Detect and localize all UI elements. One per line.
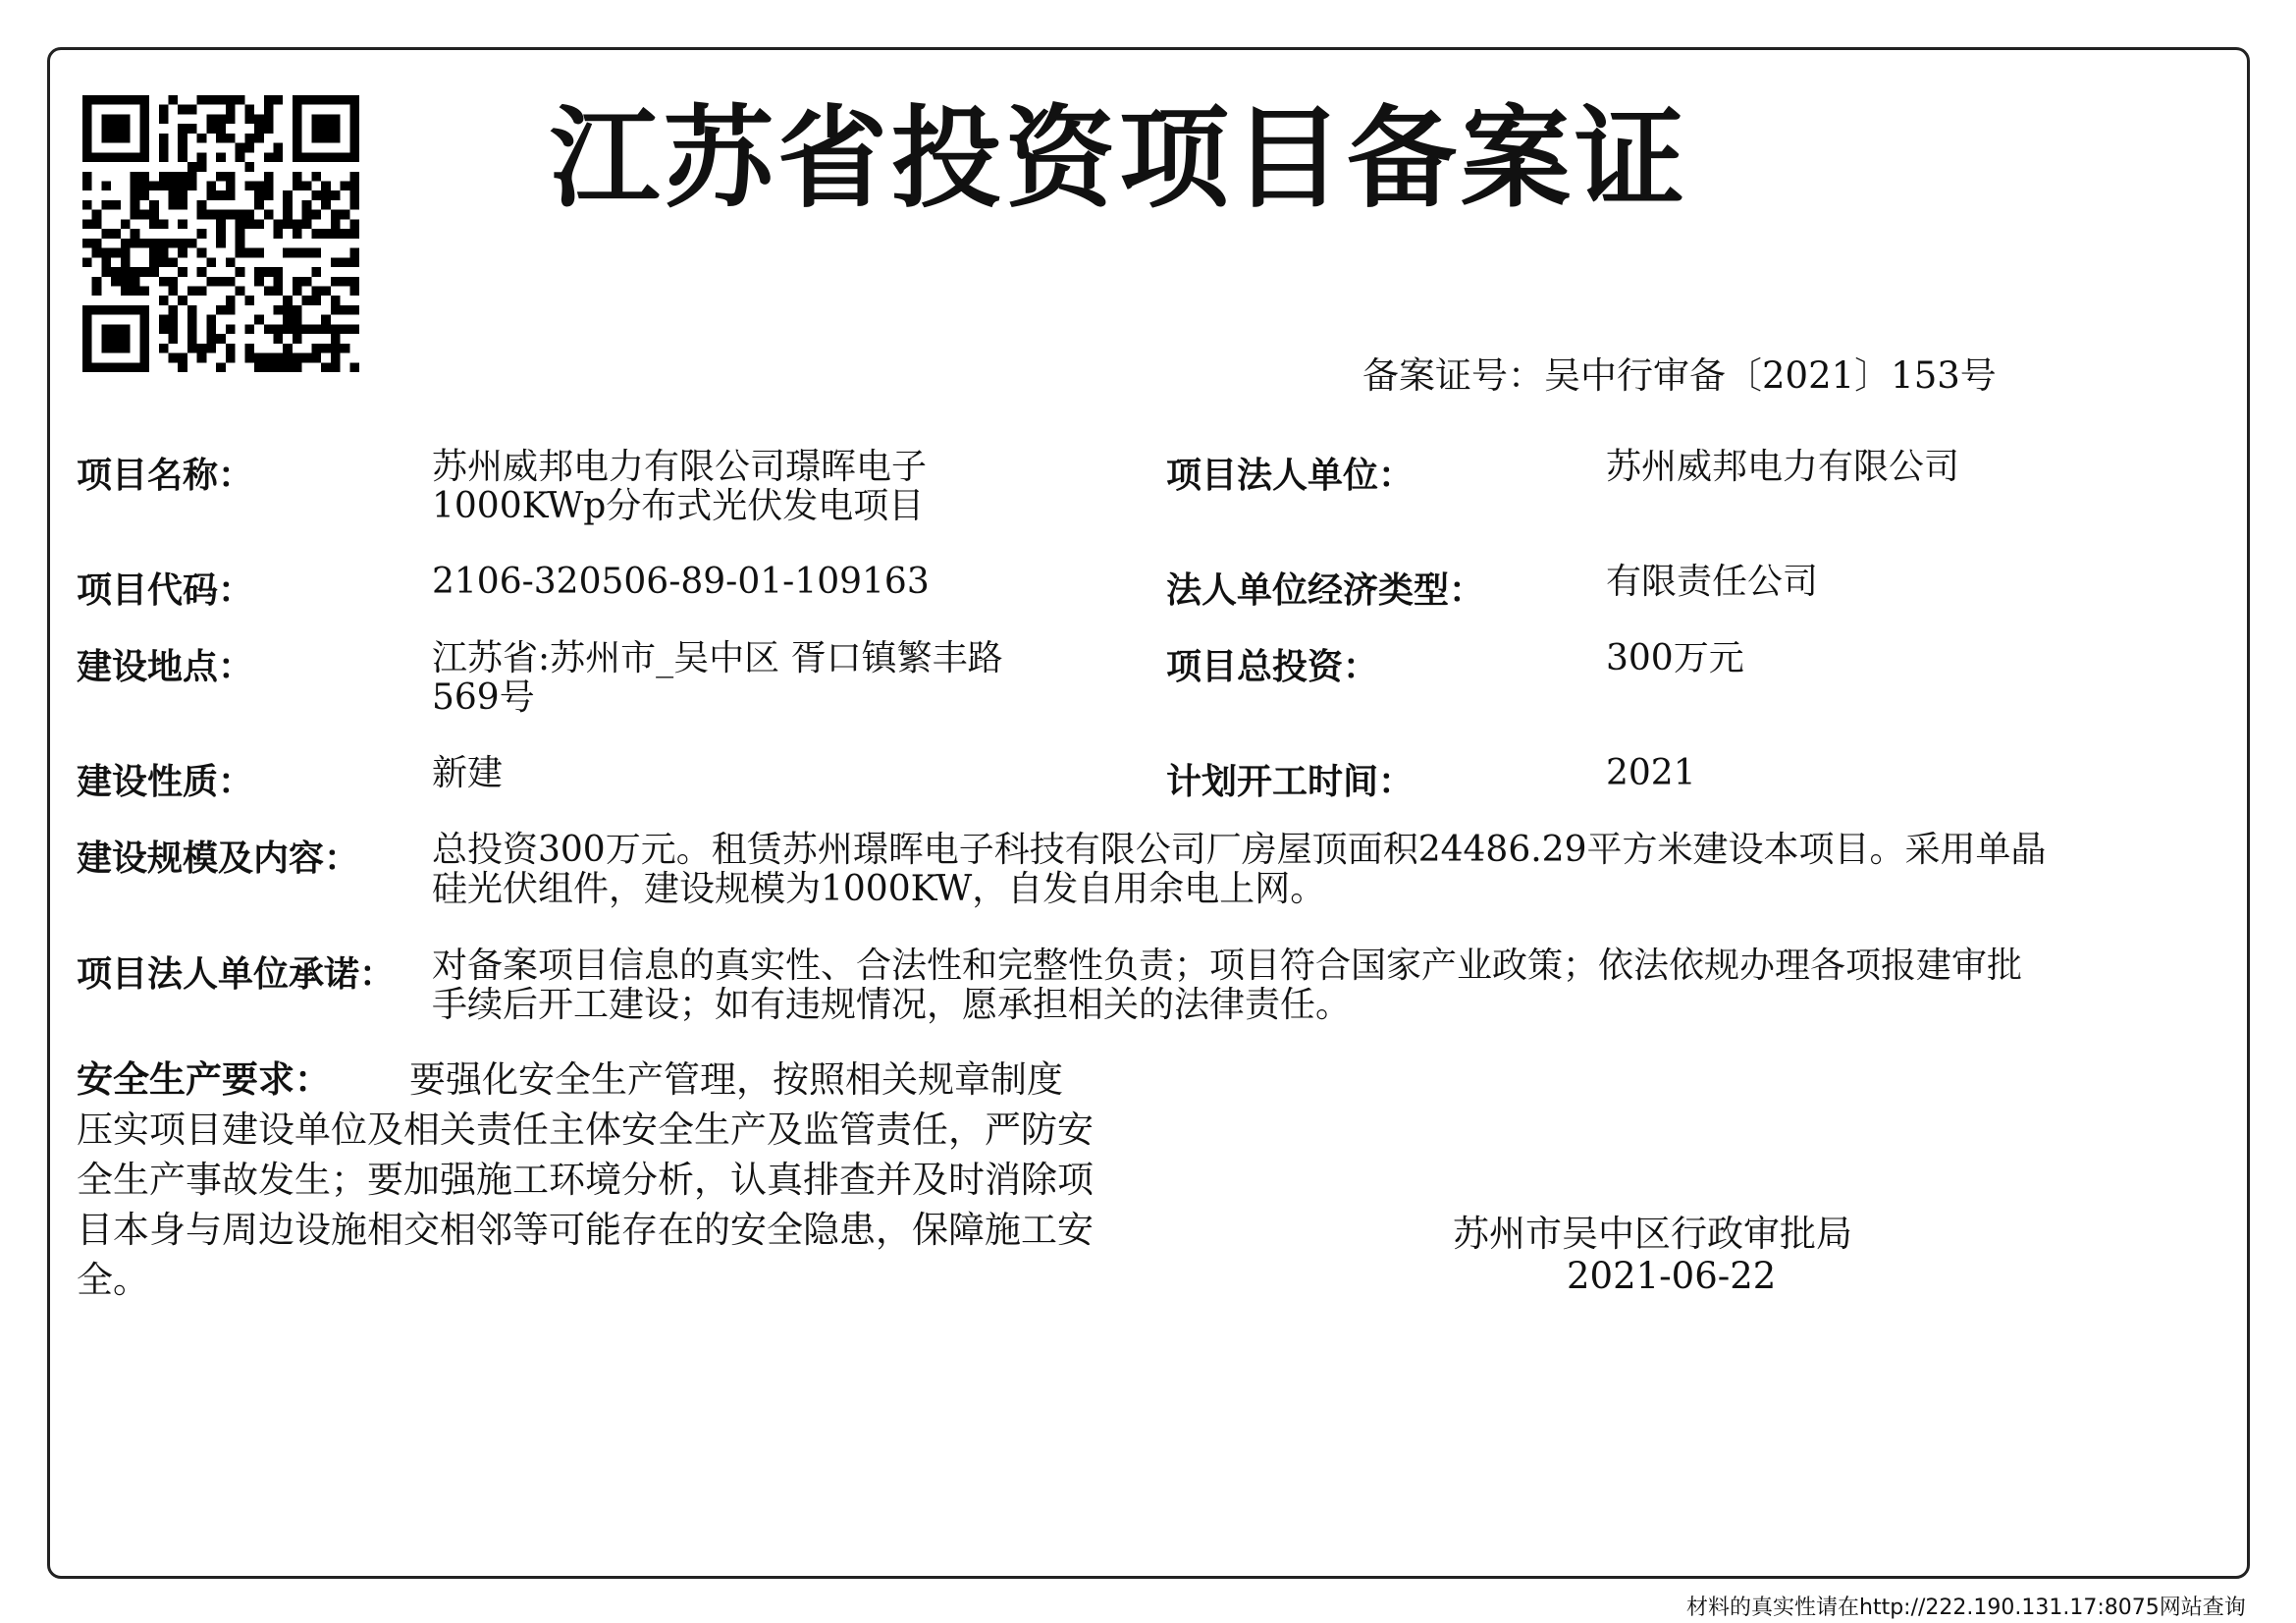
scale-value: 总投资300万元。租赁苏州璟晖电子科技有限公司厂房屋顶面积24486.29平方米建设本项目。采用单晶 硅光伏组件，建设规模为1000KW，自发自用余电上网。 xyxy=(432,830,2047,909)
location-label: 建设地点： xyxy=(77,647,254,687)
safety-line-2: 压实项目建设单位及相关责任主体安全生产及监管责任，严防安 xyxy=(77,1109,1094,1151)
issue-date: 2021-06-22 xyxy=(1567,1255,1777,1297)
project-code-value: 2106-320506-89-01-109163 xyxy=(432,562,930,602)
total-invest-value: 300万元 xyxy=(1606,638,1744,678)
econ-type-label: 法人单位经济类型： xyxy=(1166,570,1485,611)
qr-code-icon[interactable] xyxy=(82,95,359,372)
safety-line-4: 目本身与周边设施相交相邻等可能存在的安全隐患，保障施工安 xyxy=(77,1209,1094,1251)
verification-footer[interactable]: 材料的真实性请在http://222.190.131.17:8075网站查询 xyxy=(1686,1596,2246,1620)
project-name-value: 苏州威邦电力有限公司璟晖电子 1000KWp分布式光伏发电项目 xyxy=(432,447,928,526)
safety-line-1: 要强化安全生产管理，按照相关规章制度 xyxy=(409,1058,1063,1101)
issuer-name: 苏州市吴中区行政审批局 xyxy=(1453,1213,1852,1255)
safety-label: 安全生产要求： xyxy=(77,1058,331,1101)
nature-label: 建设性质： xyxy=(77,762,254,802)
start-time-value: 2021 xyxy=(1606,753,1696,793)
project-name-label: 项目名称： xyxy=(77,456,254,496)
legal-unit-label: 项目法人单位： xyxy=(1166,456,1415,496)
certificate-border xyxy=(47,47,2250,1579)
location-value: 江苏省:苏州市_吴中区 胥口镇繁丰路 569号 xyxy=(432,638,1003,718)
project-code-label: 项目代码： xyxy=(77,570,254,611)
start-time-label: 计划开工时间： xyxy=(1166,762,1415,802)
total-invest-label: 项目总投资： xyxy=(1166,647,1379,687)
certificate-number: 备案证号：吴中行审备〔2021〕153号 xyxy=(1362,354,1997,397)
legal-unit-value: 苏州威邦电力有限公司 xyxy=(1606,447,1960,487)
econ-type-value: 有限责任公司 xyxy=(1606,562,1819,602)
safety-line-3: 全生产事故发生；要加强施工环境分析，认真排查并及时消除项 xyxy=(77,1159,1094,1201)
safety-requirements xyxy=(77,1055,1156,1305)
commit-label: 项目法人单位承诺： xyxy=(77,954,396,995)
document-title: 江苏省投资项目备案证 xyxy=(550,95,1688,223)
commit-value: 对备案项目信息的真实性、合法性和完整性负责；项目符合国家产业政策；依法依规办理各项报建审批 手续后开工建设；如有违规情况，愿承担相关的法律责任。 xyxy=(432,946,2023,1025)
nature-value: 新建 xyxy=(432,753,504,793)
scale-label: 建设规模及内容： xyxy=(77,839,360,879)
safety-line-5: 全。 xyxy=(77,1259,149,1301)
